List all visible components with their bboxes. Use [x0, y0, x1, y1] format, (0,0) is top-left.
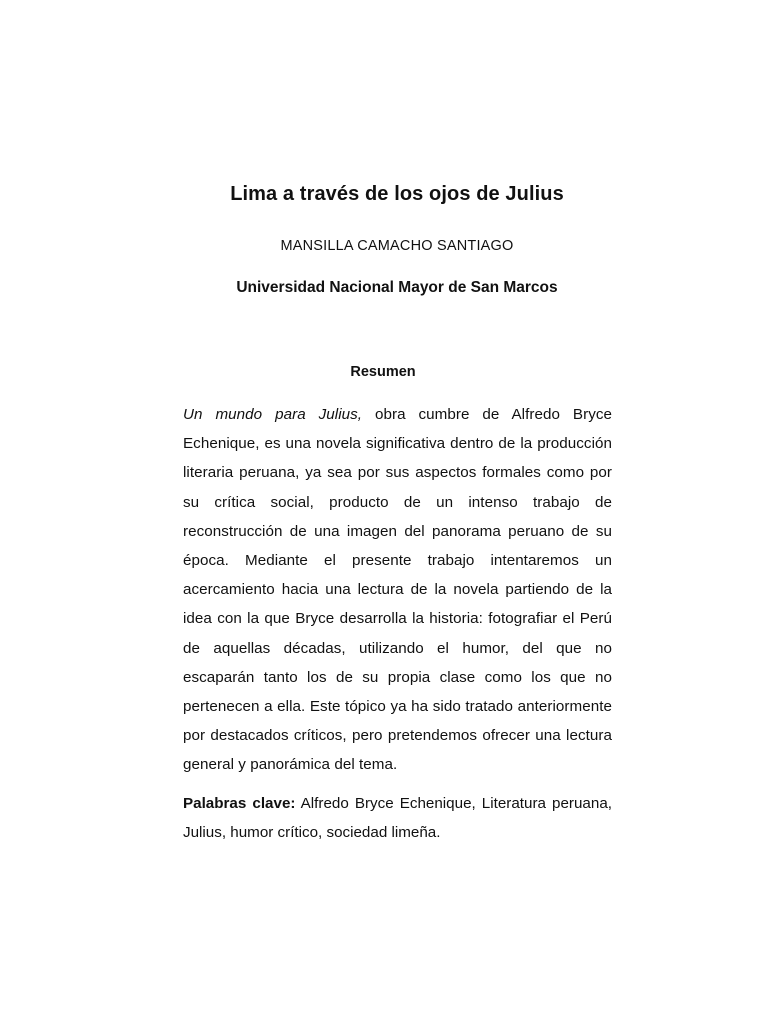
author-name: MANSILLA CAMACHO SANTIAGO: [280, 238, 514, 254]
author-affiliation: Universidad Nacional Mayor de San Marcos: [236, 279, 558, 296]
abstract-heading: Resumen: [350, 364, 416, 380]
abstract-paragraph: [183, 400, 612, 780]
abstract-italic-title: Un mundo para Julius,: [183, 406, 363, 423]
abstract-body: obra cumbre de Alfredo Bryce Echenique, es una novela significativa dentro de la producción literaria peruana, ya sea por sus aspectos formales como por su crítica social, producto de un intenso trabajo de reconstrucción de una imagen del panorama peruano de su época. Mediante el presente trabajo intentaremos un acercamiento hacia una lectura de la novela partiendo de la idea con la que Bryce desarrolla la historia: fotografiar el Perú de aquellas décadas, utilizando el humor, del que no escaparán tanto los de su propia clase como los que no pertenecen a ella. Este tópico ya ha sido tratado anteriormente por destacados críticos, pero pretendemos ofrecer una lectura general y panorámica del tema.: [183, 406, 612, 774]
paper-title: Lima a través de los ojos de Julius: [230, 183, 564, 205]
keywords-label: Palabras clave:: [183, 795, 296, 812]
keywords-paragraph: [183, 789, 612, 847]
keywords-text: Alfredo Bryce Echenique, Literatura peruana, Julius, humor crítico, sociedad limeña.: [183, 795, 612, 842]
